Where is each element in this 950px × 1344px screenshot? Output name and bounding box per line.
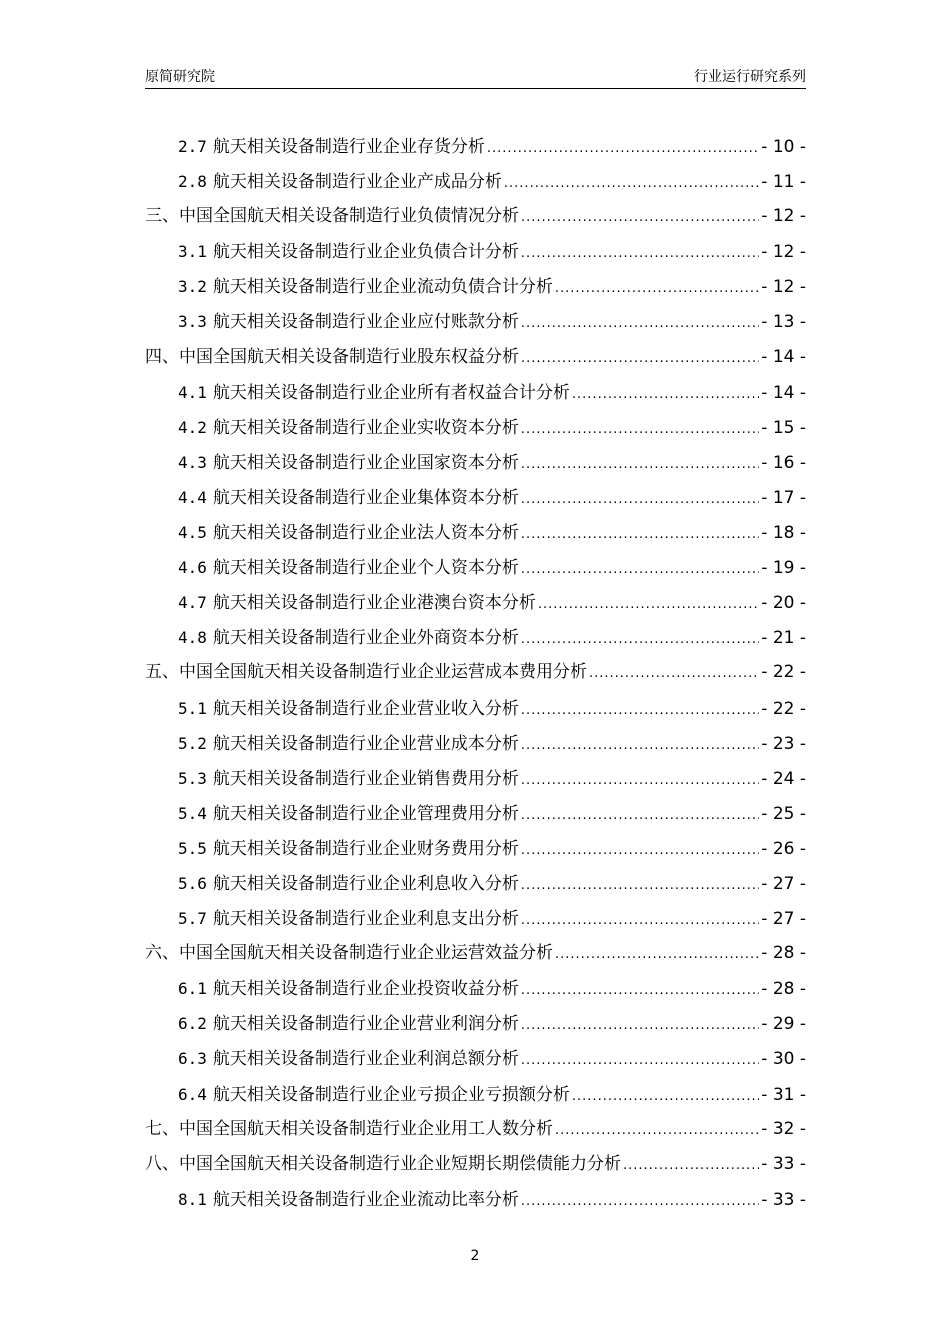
toc-leader-dots [521, 552, 759, 587]
toc-entry-title [145, 1112, 553, 1147]
toc-leader-dots [521, 693, 759, 728]
toc-leader-dots [521, 341, 759, 376]
toc-entry-title [178, 480, 519, 516]
toc-entry-page: - 33 - [761, 1153, 806, 1174]
toc-entry-title [145, 340, 519, 375]
table-of-contents [145, 129, 806, 1217]
toc-entry-text: 航天相关设备制造行业企业管理费用分析 [212, 803, 519, 824]
toc-entry-text: 航天相关设备制造行业企业利息收入分析 [212, 873, 519, 894]
toc-entry-number: 4.4 [178, 487, 207, 507]
toc-entry-number: 4.7 [178, 593, 207, 613]
toc-leader-dots [589, 656, 759, 691]
toc-entry-page: - 11 - [761, 172, 806, 193]
toc-entry-text: 航天相关设备制造行业企业实收资本分析 [212, 417, 519, 438]
toc-leader-dots [521, 1008, 759, 1043]
toc-entry-title [178, 1041, 519, 1077]
toc-entry-number: 3.2 [178, 277, 207, 297]
toc-entry-text: 七、中国全国航天相关设备制造行业企业用工人数分析 [145, 1118, 553, 1139]
toc-section-entry[interactable] [145, 1006, 806, 1041]
toc-leader-dots [521, 728, 759, 763]
toc-entry-number: 5.7 [178, 909, 207, 929]
toc-entry-text: 航天相关设备制造行业企业存货分析 [212, 137, 485, 157]
toc-entry-number: 5.1 [178, 698, 207, 718]
toc-entry-title [178, 1077, 570, 1113]
toc-entry-number: 6.1 [178, 979, 207, 999]
toc-chapter-entry[interactable] [145, 1147, 806, 1182]
toc-entry-number: 2.8 [178, 172, 207, 192]
toc-section-entry[interactable] [145, 620, 806, 655]
toc-leader-dots [521, 903, 759, 938]
toc-entry-title [178, 129, 485, 165]
toc-entry-page: - 28 - [761, 943, 806, 964]
header-left-title: 原简研究院 [145, 69, 215, 85]
toc-entry-title [145, 936, 553, 971]
toc-leader-dots [504, 166, 759, 201]
toc-entry-text: 航天相关设备制造行业企业流动比率分析 [212, 1189, 519, 1210]
toc-entry-page: - 12 - [761, 206, 806, 227]
toc-entry-text: 航天相关设备制造行业企业个人资本分析 [212, 558, 519, 579]
toc-section-entry[interactable] [145, 866, 806, 901]
toc-section-entry[interactable] [145, 971, 806, 1006]
toc-chapter-entry[interactable] [145, 199, 806, 234]
toc-entry-number: 3.3 [178, 312, 207, 332]
toc-entry-title [178, 445, 519, 481]
toc-entry-title [178, 410, 519, 446]
toc-entry-title [178, 691, 519, 727]
toc-entry-number: 8.1 [178, 1189, 207, 1209]
toc-section-entry[interactable] [145, 1182, 806, 1217]
toc-entry-text: 航天相关设备制造行业企业销售费用分析 [212, 768, 519, 789]
toc-entry-text: 三、中国全国航天相关设备制造行业负债情况分析 [145, 206, 519, 227]
toc-entry-number: 4.2 [178, 417, 207, 437]
toc-entry-number: 5.5 [178, 838, 207, 858]
toc-entry-number: 4.5 [178, 523, 207, 543]
toc-entry-page: - 21 - [761, 628, 806, 649]
toc-entry-number: 4.3 [178, 452, 207, 472]
toc-entry-page: - 12 - [761, 277, 806, 298]
toc-entry-text: 航天相关设备制造行业企业负债合计分析 [212, 242, 519, 263]
toc-section-entry[interactable] [145, 375, 806, 410]
toc-section-entry[interactable] [145, 164, 806, 199]
toc-leader-dots [487, 131, 759, 166]
toc-entry-title [178, 304, 519, 340]
toc-section-entry[interactable] [145, 1077, 806, 1112]
toc-entry-number: 6.3 [178, 1049, 207, 1069]
toc-entry-title [178, 375, 570, 411]
toc-entry-number: 4.8 [178, 628, 207, 648]
toc-entry-text: 六、中国全国航天相关设备制造行业企业运营效益分析 [145, 943, 553, 964]
toc-entry-page: - 23 - [761, 733, 806, 754]
toc-entry-number: 5.3 [178, 768, 207, 788]
toc-entry-text: 航天相关设备制造行业企业所有者权益合计分析 [212, 382, 570, 403]
toc-entry-number: 3.1 [178, 242, 207, 262]
toc-leader-dots [572, 1079, 759, 1114]
toc-entry-text: 航天相关设备制造行业企业外商资本分析 [212, 628, 519, 649]
toc-entry-page: - 13 - [761, 312, 806, 333]
toc-leader-dots [555, 937, 759, 972]
toc-entry-title [145, 199, 519, 234]
toc-entry-text: 五、中国全国航天相关设备制造行业企业运营成本费用分析 [145, 662, 587, 683]
page-header [145, 68, 806, 89]
toc-entry-page: - 30 - [761, 1049, 806, 1070]
toc-entry-title [178, 971, 519, 1007]
toc-leader-dots [555, 271, 759, 306]
toc-leader-dots [521, 412, 759, 447]
toc-entry-text: 航天相关设备制造行业企业国家资本分析 [212, 452, 519, 473]
header-right-title: 行业运行研究系列 [694, 69, 806, 85]
toc-section-entry[interactable] [145, 726, 806, 761]
toc-entry-number: 4.6 [178, 558, 207, 578]
toc-entry-title [178, 620, 519, 656]
toc-entry-title [178, 585, 536, 621]
toc-entry-text: 航天相关设备制造行业企业利润总额分析 [212, 1049, 519, 1070]
toc-entry-page: - 24 - [761, 768, 806, 789]
toc-entry-text: 航天相关设备制造行业企业投资收益分析 [212, 979, 519, 1000]
toc-entry-page: - 12 - [761, 242, 806, 263]
toc-entry-title [178, 234, 519, 270]
toc-entry-number: 4.1 [178, 382, 207, 402]
toc-entry-page: - 33 - [761, 1189, 806, 1210]
toc-entry-number: 2.7 [178, 137, 207, 156]
toc-leader-dots [521, 1043, 759, 1078]
toc-section-entry[interactable] [145, 691, 806, 726]
toc-section-entry[interactable] [145, 480, 806, 515]
toc-entry-text: 航天相关设备制造行业企业营业利润分析 [212, 1014, 519, 1035]
toc-entry-title [178, 515, 519, 551]
toc-entry-page: - 27 - [761, 873, 806, 894]
toc-entry-number: 5.6 [178, 873, 207, 893]
toc-leader-dots [521, 868, 759, 903]
toc-entry-page: - 15 - [761, 417, 806, 438]
toc-leader-dots [521, 798, 759, 833]
toc-entry-page: - 19 - [761, 558, 806, 579]
toc-entry-title [178, 726, 519, 762]
toc-entry-page: - 22 - [761, 698, 806, 719]
toc-entry-title [178, 550, 519, 586]
toc-leader-dots [521, 236, 759, 271]
toc-entry-page: - 20 - [761, 593, 806, 614]
toc-entry-title [145, 1147, 621, 1182]
toc-leader-dots [521, 973, 759, 1008]
toc-section-entry[interactable] [145, 901, 806, 936]
toc-entry-title [145, 655, 587, 690]
toc-leader-dots [538, 587, 759, 622]
toc-entry-text: 八、中国全国航天相关设备制造行业企业短期长期偿债能力分析 [145, 1153, 621, 1174]
toc-entry-page: - 31 - [761, 1084, 806, 1105]
toc-leader-dots [521, 200, 759, 235]
toc-leader-dots [521, 622, 759, 657]
toc-section-entry[interactable] [145, 234, 806, 269]
toc-entry-title [178, 761, 519, 797]
toc-chapter-entry[interactable] [145, 655, 806, 690]
toc-leader-dots [521, 1184, 759, 1219]
toc-entry-text: 航天相关设备制造行业企业集体资本分析 [212, 487, 519, 508]
toc-leader-dots [521, 482, 759, 517]
toc-leader-dots [572, 377, 759, 412]
toc-entry-page: - 26 - [761, 838, 806, 859]
toc-entry-text: 航天相关设备制造行业企业利息支出分析 [212, 909, 519, 930]
toc-section-entry[interactable] [145, 831, 806, 866]
toc-entry-number: 5.2 [178, 733, 207, 753]
page-number: 2 [470, 1248, 480, 1264]
toc-entry-page: - 14 - [761, 382, 806, 403]
toc-section-entry[interactable] [145, 304, 806, 339]
toc-leader-dots [521, 447, 759, 482]
toc-entry-title [178, 901, 519, 937]
toc-section-entry[interactable] [145, 515, 806, 550]
toc-entry-page: - 17 - [761, 487, 806, 508]
toc-entry-text: 航天相关设备制造行业企业港澳台资本分析 [212, 593, 536, 614]
toc-leader-dots [521, 833, 759, 868]
toc-entry-number: 6.4 [178, 1084, 207, 1104]
toc-entry-text: 航天相关设备制造行业企业亏损企业亏损额分析 [212, 1084, 570, 1105]
toc-leader-dots [623, 1148, 759, 1183]
toc-entry-page: - 16 - [761, 452, 806, 473]
toc-entry-title [178, 164, 502, 200]
toc-entry-page: - 14 - [761, 346, 806, 367]
toc-leader-dots [555, 1113, 759, 1148]
toc-leader-dots [521, 306, 759, 341]
toc-entry-title [178, 866, 519, 902]
toc-entry-text: 航天相关设备制造行业企业法人资本分析 [212, 523, 519, 544]
toc-entry-page: - 25 - [761, 803, 806, 824]
toc-entry-title [178, 796, 519, 832]
toc-entry-text: 航天相关设备制造行业企业流动负债合计分析 [212, 277, 553, 298]
toc-entry-title [178, 1182, 519, 1218]
toc-entry-page: - 29 - [761, 1014, 806, 1035]
toc-section-entry[interactable] [145, 445, 806, 480]
toc-entry-text: 航天相关设备制造行业企业营业成本分析 [212, 733, 519, 754]
toc-section-entry[interactable] [145, 585, 806, 620]
toc-entry-page: - 18 - [761, 523, 806, 544]
toc-entry-title [178, 1006, 519, 1042]
toc-entry-page: - 27 - [761, 909, 806, 930]
toc-entry-text: 航天相关设备制造行业企业产成品分析 [212, 172, 502, 193]
toc-entry-title [178, 831, 519, 867]
toc-entry-text: 四、中国全国航天相关设备制造行业股东权益分析 [145, 346, 519, 367]
toc-section-entry[interactable] [145, 550, 806, 585]
toc-section-entry[interactable] [145, 761, 806, 796]
toc-entry-number: 6.2 [178, 1014, 207, 1034]
toc-entry-text: 航天相关设备制造行业企业营业收入分析 [212, 698, 519, 719]
toc-section-entry[interactable] [145, 269, 806, 304]
toc-chapter-entry[interactable] [145, 340, 806, 375]
toc-section-entry[interactable] [145, 796, 806, 831]
toc-chapter-entry[interactable] [145, 1112, 806, 1147]
toc-entry-text: 航天相关设备制造行业企业应付账款分析 [212, 312, 519, 333]
toc-entry-page: - 22 - [761, 662, 806, 683]
toc-entry-title [178, 269, 553, 305]
toc-chapter-entry[interactable] [145, 936, 806, 971]
toc-entry-page: - 32 - [761, 1118, 806, 1139]
toc-entry-page: - 28 - [761, 979, 806, 1000]
toc-section-entry[interactable] [145, 410, 806, 445]
toc-leader-dots [521, 517, 759, 552]
toc-entry-number: 5.4 [178, 803, 207, 823]
toc-entry-page: - 10 - [761, 137, 806, 157]
toc-leader-dots [521, 763, 759, 798]
toc-section-entry[interactable] [145, 1041, 806, 1076]
toc-entry-text: 航天相关设备制造行业企业财务费用分析 [212, 838, 519, 859]
toc-section-entry[interactable] [145, 129, 806, 164]
